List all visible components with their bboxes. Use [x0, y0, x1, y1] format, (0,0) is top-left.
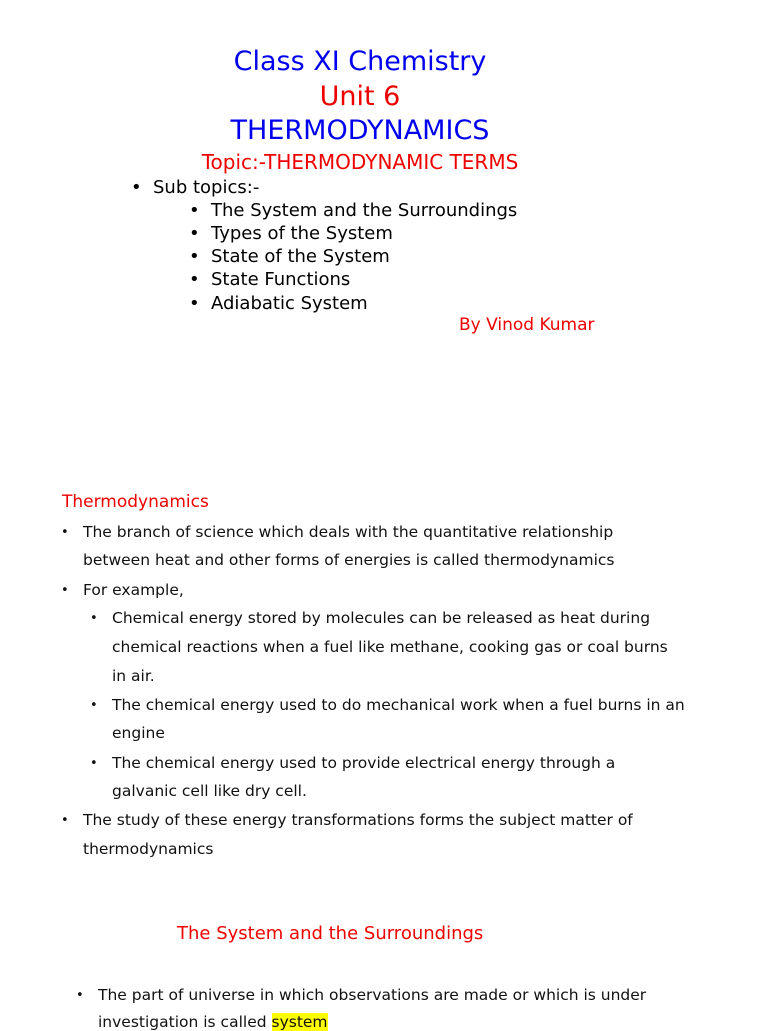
bullet-marker: •: [189, 269, 200, 290]
section-heading: The System and the Surroundings: [177, 923, 484, 944]
paragraph-text: investigation is called: [98, 1013, 272, 1031]
paragraph-line: chemical reactions when a fuel like methane, cooking gas or coal burns: [112, 638, 668, 656]
paragraph-line: The branch of science which deals with the quantitative relationship: [83, 523, 614, 541]
bullet-marker: •: [90, 611, 98, 626]
bullet-marker: •: [61, 813, 69, 828]
subtopic-item: The System and the Surroundings: [211, 200, 518, 221]
paragraph-line: galvanic cell like dry cell.: [112, 782, 307, 800]
bullet-marker: •: [189, 246, 200, 267]
paragraph-line: engine: [112, 724, 165, 742]
bullet-marker: •: [90, 698, 98, 713]
topic-title: Topic:-THERMODYNAMIC TERMS: [201, 150, 519, 174]
paragraph-line: The part of universe in which observations are made or which is under: [98, 986, 647, 1004]
bullet-marker: •: [61, 583, 69, 598]
subtopics-label: Sub topics:-: [153, 177, 260, 198]
paragraph-line: [98, 1013, 328, 1031]
bullet-marker: •: [189, 293, 200, 314]
bullet-marker: •: [76, 988, 84, 1003]
paragraph-line: The study of these energy transformations forms the subject matter of: [83, 811, 633, 829]
subtopic-item: Types of the System: [211, 223, 393, 244]
section-heading: Thermodynamics: [62, 492, 209, 512]
paragraph-line: Chemical energy stored by molecules can be released as heat during: [112, 609, 651, 627]
author-credit: By Vinod Kumar: [459, 315, 595, 335]
subtopic-item: State of the System: [211, 246, 390, 267]
paragraph-line: in air.: [112, 667, 155, 685]
bullet-marker: •: [131, 177, 142, 198]
subtopic-item: Adiabatic System: [211, 293, 368, 314]
paragraph-line: between heat and other forms of energies is called thermodynamics: [83, 551, 615, 569]
paragraph-line: For example,: [83, 581, 184, 599]
chapter-title: THERMODYNAMICS: [230, 115, 490, 146]
highlighted-term: system: [271, 1013, 328, 1031]
paragraph-line: The chemical energy used to do mechanical work when a fuel burns in an: [112, 696, 685, 714]
course-title: Class XI Chemistry: [233, 46, 487, 77]
unit-title: Unit 6: [319, 81, 401, 112]
paragraph-line: thermodynamics: [83, 840, 214, 858]
paragraph-line: The chemical energy used to provide electrical energy through a: [112, 754, 616, 772]
bullet-marker: •: [61, 525, 69, 540]
bullet-marker: •: [90, 756, 98, 771]
bullet-marker: •: [189, 200, 200, 221]
subtopic-item: State Functions: [211, 269, 351, 290]
bullet-marker: •: [189, 223, 200, 244]
